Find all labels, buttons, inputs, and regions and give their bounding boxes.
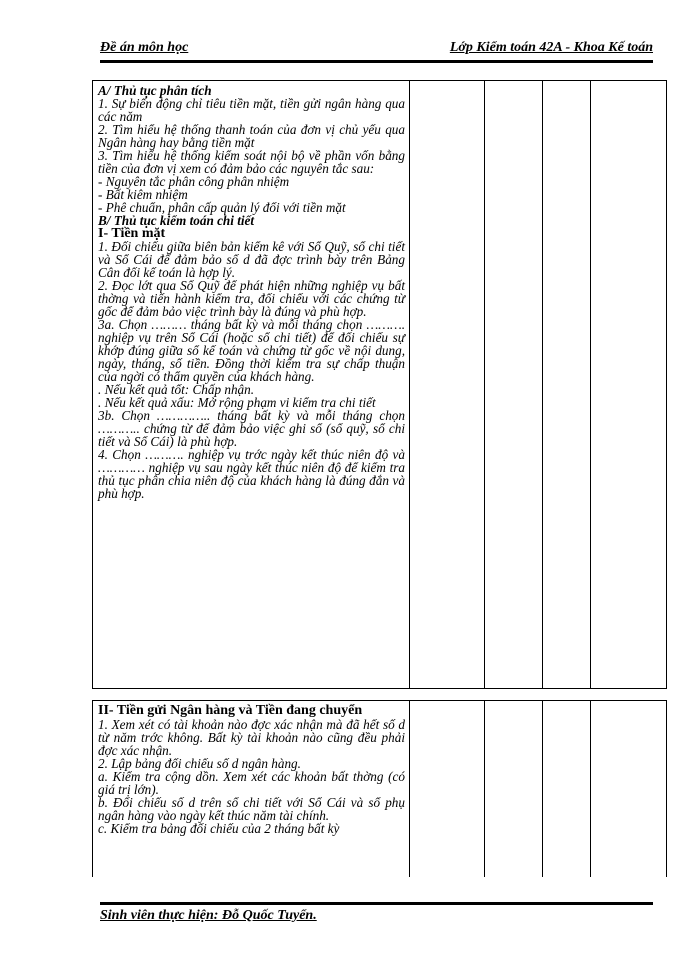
audit-procedures-table-1 [92, 80, 667, 689]
empty-column-cell [591, 701, 667, 877]
procedure-item: 2. Tìm hiểu hệ thống thanh toán của đơn vị chủ yếu qua Ngân hàng hay bằng tiền mặt [98, 122, 405, 150]
procedures-cell [93, 81, 410, 689]
header-course-title: Đề án môn học [100, 40, 189, 55]
procedure-item: c. Kiểm tra bảng đối chiếu của 2 tháng bất kỳ [98, 821, 340, 836]
empty-column-cell [485, 701, 543, 877]
empty-column-cell [410, 701, 485, 877]
footer-rule [100, 902, 653, 905]
bank-deposits-heading: II- Tiền gửi Ngân hàng và Tiền đang chuyển [98, 703, 363, 718]
procedure-item: 1. Đối chiếu giữa biên bản kiểm kê với Sổ Quỹ, sổ chi tiết và Sổ Cái để đảm bảo số d đã đợc trình bày trên Bảng Cân đối kế toán là hợp lý. [98, 239, 405, 280]
header-class-department: Lớp Kiểm toán 42A - Khoa Kế toán [449, 40, 653, 55]
section-a-heading: A/ Thủ tục phân tích [98, 83, 212, 98]
section-b-heading: B/ Thủ tục kiểm toán chi tiết [98, 213, 255, 228]
empty-column-cell [485, 81, 543, 689]
procedure-item: 4. Chọn ………. nghiệp vụ trớc ngày kết thúc niên độ và ………… nghiệp vụ sau ngày kết thúc niên độ để kiểm tra thủ tục phân chia niên độ của khách hàng là đúng đắn và phù hợp. [98, 447, 405, 501]
audit-procedures-table-2 [92, 700, 667, 877]
procedure-item: 3a. Chọn ……… tháng bất kỳ và mỗi tháng chọn ………. nghiệp vụ trên Sổ Cái (hoặc sổ chi tiết) để đối chiếu sự khớp đúng giữa sổ kế toán và chứng từ gốc về nội dung, ngày, tháng, số tiền. Đồng thời kiểm tra sự chấp thuận của ngời có thẩm quyền của khách hàng. [98, 317, 405, 384]
procedure-item: - Nguyên tắc phân công phân nhiệm [98, 174, 290, 189]
cash-heading: I- Tiền mặt [98, 226, 166, 241]
footer-student: Sinh viên thực hiện: Đỗ Quốc Tuyển. [100, 908, 317, 923]
empty-column-cell [543, 81, 591, 689]
header-rule [100, 60, 653, 63]
procedure-item: - Bất kiêm nhiệm [98, 187, 188, 202]
procedure-item: 2. Đọc lớt qua Sổ Quỹ để phát hiện những nghiệp vụ bất thờng và tiến hành kiểm tra, đối chiếu với các chứng từ gốc để đảm bảo việc trình bày là đúng và phù hợp. [98, 278, 405, 319]
procedure-item: a. Kiểm tra cộng dồn. Xem xét các khoản bất thờng (có giá trị lớn). [98, 769, 405, 797]
procedure-item: . Nếu kết quả xấu: Mở rộng phạm vi kiểm tra chi tiết [98, 395, 376, 410]
procedure-item: 3. Tìm hiểu hệ thống kiểm soát nội bộ về phần vốn bằng tiền của đơn vị xem có đảm bảo các nguyên tắc sau: [98, 148, 405, 176]
page-header [100, 40, 653, 58]
procedure-item: . Nếu kết quả tốt: Chấp nhận. [98, 382, 255, 397]
empty-column-cell [543, 701, 591, 877]
procedures-cell [93, 701, 410, 877]
procedure-item: b. Đối chiếu số d trên sổ chi tiết với Sổ Cái và sổ phụ ngân hàng vào ngày kết thúc năm tài chính. [98, 795, 405, 823]
procedure-item: 3b. Chọn ………….. tháng bất kỳ và mỗi tháng chọn ……….. chứng từ để đảm bảo việc ghi sổ (sổ quỹ, sổ chi tiết và Sổ Cái) là phù hợp. [98, 408, 405, 449]
procedure-item: - Phê chuẩn, phân cấp quản lý đối với tiền mặt [98, 200, 346, 215]
empty-column-cell [410, 81, 485, 689]
empty-column-cell [591, 81, 667, 689]
procedure-item: 1. Sự biến động chỉ tiêu tiền mặt, tiền gửi ngân hàng qua các năm [98, 96, 405, 124]
procedure-item: 2. Lập bảng đối chiếu số d ngân hàng. [98, 756, 301, 771]
procedure-item: 1. Xem xét có tài khoản nào đợc xác nhận mà đã hết số d từ năm trớc không. Bất kỳ tài khoản nào cũng đều phải đợc xác nhận. [98, 717, 405, 758]
